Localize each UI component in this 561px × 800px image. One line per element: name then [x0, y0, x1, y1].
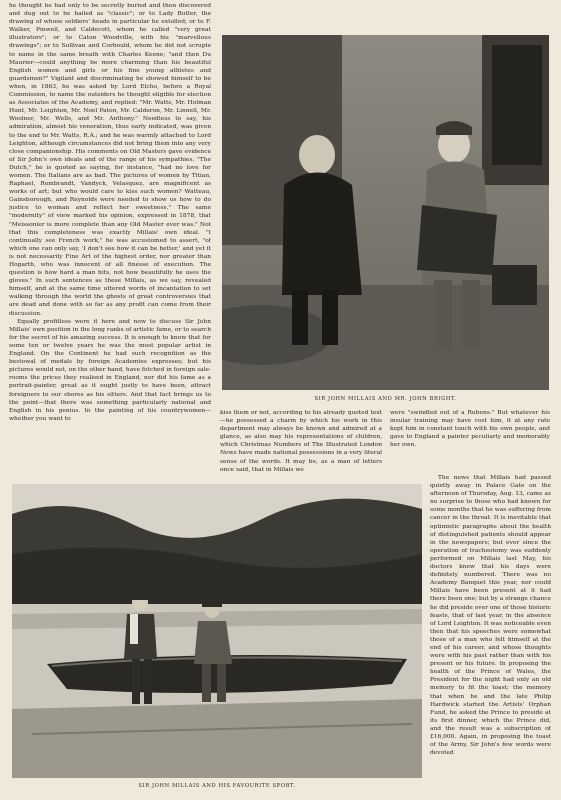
article-paragraph: The news that Millais had passed quietly away in Palace Gate on the afternoon of Thursday, Aug. 13, came as no surprise to those who had known for some months that he was suffering from cancer in the throat. It is inevitable that optimistic paragraphs about the health of distinguished patients should appear in the newspapers; but ever since the operation of tracheotomy was suddenly performed on Millais last May, his doctors knew that his days were definitely numbered. There was no Academy Banquet this year, nor could Millais have been present at it had there been one; but by a strange chance he did preside over one of those historic feasts, that of last year, in the absence of Lord Leighton. It was noticeable even then that his speeches were somewhat those of a man who felt himself at the end of his career, and whose thoughts were with his past rather than with his present or his future. In proposing the health of the Prince of Wales, the President for the night had only an old memory to fit the toast; the memory that when he and the late Philip Hardwick started the Artists' Orphan Fund, he asked the Prince to preside at its first dinner, which the Prince did, and the result was a subscription of £16,000. Again, in proposing the toast of the Army, Sir John's few words were devoted — [430, 475, 551, 757]
article-column-right-bottom — [430, 474, 551, 800]
article-paragraph: kiss them or not, according to his already quoted text—he possessed a charm by which his work in this department may always be known and admired at a glance, as also may his representations of children, which Christmas Numbers of The Illustrated London News have made national possessions in a very literal sense of the words. It may be, as a man of letters once said, that in Millais we — [220, 410, 382, 473]
photo-millais-favourite-sport — [12, 484, 422, 778]
article-column-middle — [220, 409, 382, 475]
article-column-right-top — [390, 409, 550, 475]
article-paragraph: Equally profitless were it here and now to discuss Sir John Millais' own position in the long ranks of artistic fame, or to search for the secret of his amazing success. It is enough to know that for some ten or twelve years he was the most popular artist in England. On the Continent he had such recognition as the bestowal of medals by foreign Academies expresses; but his pictures would not, on the other hand, have fetched in foreign sale-rooms the prices they realised in England, nor did his fame as a portrait-painter, great as it ought justly to have been, attract foreigners to our shores as his sitters. And that fact brings us to the point—that there was something particularly national and English in his genius. In the painting of his countrywomen—whether you want to — [9, 318, 211, 422]
caption-photo-1: SIR JOHN MILLAIS AND MR. JOHN BRIGHT. — [314, 396, 457, 402]
article-paragraph: he thought he had only to be secretly buried and then discovered and dug out to be hailed as "classic"; or to Lady Butler, the drawing of whose soldiers' heads in particular he extolled; or to F. Walker, Pinwell, and Caldecott, whom he called "very great illustrators"; or to Caton Woodville, with his "marvellous drawings"; or to Sullivan and Corbould, whom he did not scruple to name in the same breath with Charles Keene; "and then Du Maurier—could anything be more charming than his beautiful English women and girls or his fine young athletes and guardsmen?" Vigilant and discriminating he showed himself to be when, in 1863, he was asked by Lord Elcho, before a Royal Commission, to name the outsiders he thought eligible for election as Associates of the Academy, and replied: "Mr. Watts, Mr. Holman Hunt, Mr. Leighton, Mr. Noel Paton, Mr. Calderon, Mr. Linnell, Mr. Woolner, Mr. Wells, and Mr. Anthony." Needless to say, his admiration, almost his veneration, thus early indicated, was given to the end to Mr. Watts, R.A.; and he was warmly attached to Lord Leighton, although circumstances did not bring them into any very close companionship. His comments on Old Masters gave evidence of Sir John's own ideals and of the range of his sympathies. "The Dutch," he is quoted as saying, for instance, "had no love for women. The Italians are as bad. The pictures of women by Titian, Raphael, Rembrandt, Vandyck, Velasquez, are magnificent as works of art; but who would care to kiss such women? Watteau, Gainsborough, and Reynolds were needed to show us how to do justice to woman and reflect her sweetness." The same "modernity" of view marked his opinion, expressed in 1878, that "Meissonier is more complete than any Old Master ever was." Not that this completeness was exactly Millais' own ideal. "I continually see French work," he was accustomed to assert, "of which one can only say, 'I don't see how it can be better,' and yet it is not necessarily Fine Art of the highest order, nor greater than Hogarth, who was innocent of all finesse of execution. The question is how hard a man hits, not how beautifully he uses the gloves." In such sentences as these Millais, as we say, revealed himself, and at the same time uttered words of incantation to set walking through the world the ghosts of great controversies that are dead and done with so far as any profit can come from their discussion. — [9, 3, 211, 317]
article-paragraph: were "swindled out of a Rubens." But whatever his insular training may have cost him, it at any rate kept him in constant touch with his own people, and gave to England a painter peculiarly and memorably her own. — [390, 410, 550, 449]
caption-photo-2: SIR JOHN MILLAIS AND HIS FAVOURITE SPORT. — [138, 783, 296, 789]
article-column-left — [9, 2, 211, 462]
photo-millais-and-bright — [222, 35, 549, 390]
